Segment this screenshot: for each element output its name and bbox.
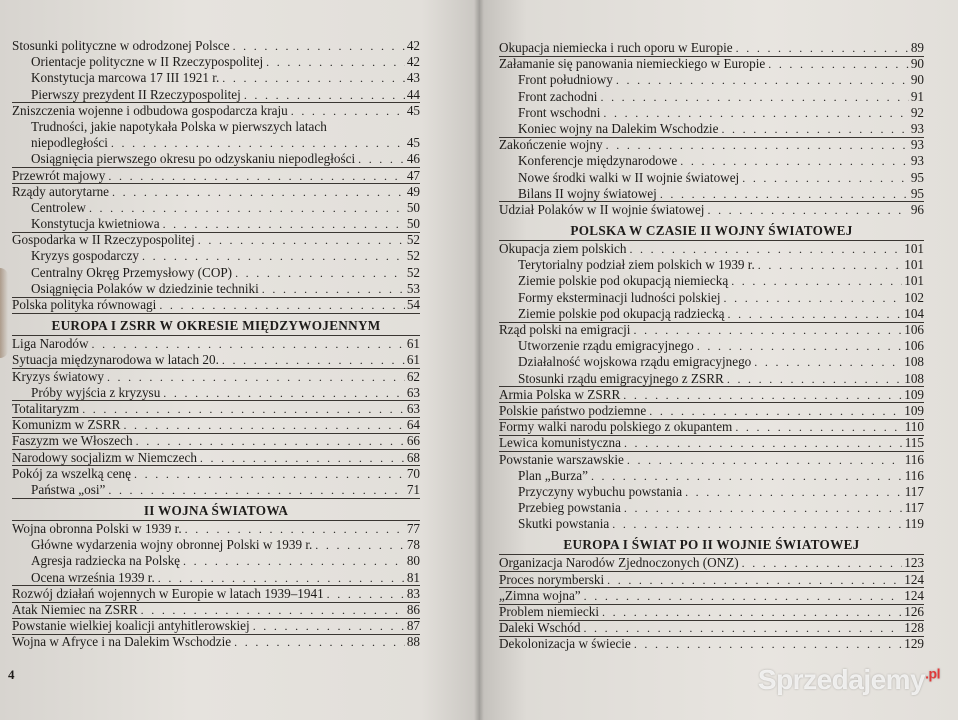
toc-entry-title: Stosunki polityczne w odrodzonej Polsce <box>12 38 230 53</box>
toc-leader-dots <box>134 466 405 482</box>
watermark-logo <box>758 664 940 696</box>
right-page <box>479 0 958 720</box>
toc-leader-dots <box>736 40 909 56</box>
toc-entry-page: 42 <box>406 54 420 70</box>
toc-entry-title: Ziemie polskie pod okupacją radziecką <box>518 305 725 321</box>
toc-entry-page: 106 <box>904 338 924 354</box>
toc-entry-page: 47 <box>406 167 420 183</box>
toc-entry-page: 101 <box>904 241 924 257</box>
toc-entry-page: 90 <box>910 72 924 88</box>
toc-leader-dots <box>768 56 909 72</box>
toc-leader-dots <box>141 602 405 618</box>
toc-entry <box>499 484 924 500</box>
section-heading: EUROPA I ZSRR W OKRESIE MIĘDZYWOJENNYM <box>12 313 420 336</box>
toc-entry <box>499 468 924 484</box>
toc-leader-dots <box>616 72 909 88</box>
toc-entry-title: Problem niemiecki <box>499 604 599 619</box>
toc-entry <box>12 521 420 537</box>
toc-leader-dots <box>89 200 405 216</box>
toc-entry <box>12 297 420 313</box>
toc-entry <box>12 135 420 151</box>
toc-leader-dots <box>159 297 404 313</box>
toc-entry-page: 109 <box>904 402 924 418</box>
toc-entry-page: 80 <box>406 553 420 569</box>
toc-leader-dots <box>634 636 902 652</box>
toc-entry-title: Przewrót majowy <box>12 167 106 183</box>
toc-entry-title: Komunizm w ZSRR <box>12 417 121 433</box>
toc-entry-title: Próby wyjścia z kryzysu <box>31 384 161 400</box>
toc-leader-dots <box>235 265 405 281</box>
toc-entry-title: Centralny Okręg Przemysłowy (COP) <box>31 264 233 280</box>
toc-entry-page: 124 <box>904 571 924 587</box>
toc-entry-title: Koniec wojny na Dalekim Wschodzie <box>518 120 719 136</box>
toc-entry <box>499 435 924 451</box>
toc-entry-title: Konferencje międzynarodowe <box>518 153 678 169</box>
toc-entry-page: 129 <box>904 636 924 652</box>
toc-leader-dots <box>624 500 903 516</box>
toc-entry-page: 63 <box>406 384 420 400</box>
toc-entry-page: 124 <box>904 587 924 603</box>
toc-entry-page: 95 <box>910 169 924 185</box>
toc-leader-dots <box>315 537 405 553</box>
toc-entry-title: Totalitaryzm <box>12 400 80 416</box>
toc-entry-title: Okupacja ziem polskich <box>499 241 627 257</box>
toc-entry-title: Konstytucja kwietniowa <box>31 216 160 232</box>
toc-entry-title: Państwa „osi” <box>31 481 106 497</box>
toc-entry-page: 117 <box>904 500 924 516</box>
toc-entry <box>12 385 420 401</box>
toc-entry <box>12 369 420 385</box>
toc-entry-title: Polska polityka równowagi <box>12 297 157 312</box>
toc-entry <box>499 137 924 153</box>
toc-entry <box>12 232 420 248</box>
toc-entry-title: Bilans II wojny światowej <box>518 185 657 201</box>
toc-entry-title: Nowe środki walki w II wojnie światowej <box>518 169 740 185</box>
toc-entry-page: 116 <box>904 451 924 467</box>
toc-entry-title: Załamanie się panowania niemieckiego w Europie <box>499 56 766 72</box>
toc-entry-page: 54 <box>406 297 420 312</box>
toc-entry-page: 93 <box>910 120 924 136</box>
toc-entry-title: Gospodarka w II Rzeczypospolitej <box>12 232 195 248</box>
toc-entry-title: Osiągnięcia Polaków w dziedzinie techniki <box>31 280 259 296</box>
toc-entry <box>499 555 924 571</box>
book-gutter <box>474 0 484 720</box>
toc-entry <box>499 72 924 88</box>
toc-entry-title: Atak Niemiec na ZSRR <box>12 602 138 617</box>
toc-entry-page: 43 <box>406 70 420 86</box>
toc-entry <box>499 170 924 186</box>
toc-entry <box>499 403 924 419</box>
toc-entry <box>12 119 420 135</box>
toc-entry-title: Liga Narodów <box>12 336 89 352</box>
toc-leader-dots <box>111 135 405 151</box>
toc-entry-page: 106 <box>904 322 924 337</box>
toc-entry-page: 83 <box>406 585 420 601</box>
toc-entry-title: Lewica komunistyczna <box>499 435 621 451</box>
toc-entry <box>499 419 924 435</box>
page-number-left: 4 <box>8 667 15 682</box>
toc-entry-title: Plan „Burza” <box>518 467 588 483</box>
toc-entry-page: 44 <box>406 86 420 102</box>
toc-entry-page: 95 <box>910 185 924 201</box>
toc-entry <box>12 352 420 368</box>
toc-leader-dots <box>222 352 405 368</box>
toc-entry-page: 108 <box>904 370 924 386</box>
toc-entry-page: 119 <box>904 516 924 532</box>
toc-entry <box>12 216 420 232</box>
toc-entry <box>499 56 924 72</box>
toc-entry-title: Ziemie polskie pod okupacją niemiecką <box>518 273 729 289</box>
toc-entry-title: Wojna obronna Polski w 1939 r. <box>12 521 182 537</box>
toc-leader-dots <box>742 170 909 186</box>
toc-entry-title: Stosunki rządu emigracyjnego z ZSRR <box>518 370 724 386</box>
toc-leader-dots <box>607 572 902 588</box>
toc-entry-title: Front zachodni <box>518 88 598 104</box>
toc-leader-dots <box>291 103 405 119</box>
toc-entry-page: 42 <box>406 38 420 53</box>
toc-entry-page: 52 <box>406 248 420 264</box>
toc-entry <box>12 553 420 569</box>
toc-entry-title: Przebieg powstania <box>518 500 621 516</box>
toc-entry-title: Front południowy <box>518 72 613 88</box>
toc-entry-title: Rozwój działań wojennych w Europie w latach 1939–1941 <box>12 585 324 601</box>
toc-entry-page: 90 <box>910 56 924 72</box>
toc-entry-title: Zakończenie wojny <box>499 137 603 153</box>
toc-entry-page: 86 <box>406 602 420 617</box>
watermark-brand: Sprzedajemy <box>757 664 926 695</box>
toc-entry-page: 115 <box>904 435 924 451</box>
toc-entry-page: 78 <box>406 537 420 553</box>
toc-entry <box>12 200 420 216</box>
toc-leader-dots <box>327 586 405 602</box>
toc-entry-title: niepodległości <box>31 135 108 151</box>
toc-leader-dots <box>697 338 902 354</box>
toc-entry <box>499 105 924 121</box>
toc-leader-dots <box>244 87 405 103</box>
toc-leader-dots <box>680 153 909 169</box>
toc-entry-title: Kryzys gospodarczy <box>31 248 140 264</box>
toc-entry <box>12 618 420 634</box>
toc-entry-page: 66 <box>406 433 420 449</box>
toc-entry-page: 50 <box>406 199 420 215</box>
toc-entry <box>499 500 924 516</box>
toc-leader-dots <box>603 105 908 121</box>
toc-entry-title: Okupacja niemiecka i ruch oporu w Europie <box>499 40 733 55</box>
toc-entry <box>12 38 420 54</box>
toc-leader-dots <box>602 604 902 620</box>
toc-entry-page: 63 <box>406 400 420 416</box>
toc-entry-page: 62 <box>406 368 420 384</box>
toc-entry <box>499 452 924 468</box>
toc-leader-dots <box>123 417 404 433</box>
toc-entry-title: Formy eksterminacji ludności polskiej <box>518 289 721 305</box>
toc-entry-title: Terytorialny podział ziem polskich w 1939 r. <box>518 257 755 273</box>
toc-entry-title: Narodowy socjalizm w Niemczech <box>12 449 197 465</box>
toc-entry <box>12 265 420 281</box>
toc-leader-dots <box>185 521 405 537</box>
toc-entry-page: 102 <box>904 289 924 305</box>
toc-entry-title: Trudności, jakie napotykała Polska w pierwszych latach <box>31 118 327 134</box>
toc-entry <box>12 450 420 466</box>
left-edge-shadow <box>0 268 8 358</box>
toc-leader-dots <box>649 403 902 419</box>
toc-entry <box>12 586 420 602</box>
toc-leader-dots <box>600 89 908 105</box>
toc-leader-dots <box>158 570 405 586</box>
toc-entry-page: 46 <box>406 151 420 167</box>
section-heading: POLSKA W CZASIE II WOJNY ŚWIATOWEJ <box>499 218 924 241</box>
toc-leader-dots <box>624 435 903 451</box>
toc-leader-dots <box>183 553 405 569</box>
toc-entry <box>499 202 924 218</box>
toc-entry <box>12 103 420 119</box>
toc-entry-page: 116 <box>904 467 924 483</box>
toc-entry <box>12 151 420 167</box>
toc-entry <box>12 281 420 297</box>
toc-leader-dots <box>612 516 902 532</box>
toc-entry-title: Zniszczenia wojenne i odbudowa gospodarcza kraju <box>12 102 288 118</box>
toc-entry <box>499 338 924 354</box>
toc-leader-dots <box>721 121 908 137</box>
toc-entry-title: Orientacje polityczne w II Rzeczypospolitej <box>31 54 264 70</box>
toc-entry-title: Powstanie warszawskie <box>499 451 624 467</box>
toc-leader-dots <box>707 202 908 218</box>
toc-leader-dots <box>754 354 902 370</box>
toc-entry-page: 91 <box>910 88 924 104</box>
toc-leader-dots <box>266 54 405 70</box>
toc-entry <box>12 634 420 650</box>
toc-entry-title: Formy walki narodu polskiego z okupantem <box>499 419 733 435</box>
toc-entry-page: 101 <box>904 257 924 273</box>
toc-entry-title: Kryzys światowy <box>12 368 104 384</box>
toc-entry-page: 101 <box>904 273 924 289</box>
toc-entry-title: Front wschodni <box>518 104 601 120</box>
toc-entry-title: Agresja radziecka na Polskę <box>31 553 181 569</box>
toc-entry-page: 93 <box>910 137 924 153</box>
toc-entry <box>499 186 924 202</box>
toc-entry-title: Centrolew <box>31 199 86 215</box>
toc-entry <box>499 516 924 532</box>
toc-leader-dots <box>660 186 909 202</box>
toc-entry-page: 126 <box>904 604 924 619</box>
toc-leader-dots <box>142 248 405 264</box>
toc-entry-page: 87 <box>406 618 420 634</box>
toc-entry <box>499 241 924 257</box>
toc-leader-dots <box>633 322 902 338</box>
toc-entry-title: Rządy autorytarne <box>12 183 110 199</box>
toc-entry <box>12 168 420 184</box>
toc-entry-title: Osiągnięcia pierwszego okresu po odzyskaniu niepodległości <box>31 151 356 167</box>
toc-entry-title: Pokój za wszelką cenę <box>12 465 132 481</box>
toc-entry-title: Przyczyny wybuchu powstania <box>518 483 683 499</box>
toc-entry-title: „Zimna wojna” <box>499 587 581 603</box>
table-of-contents-left <box>12 38 420 651</box>
toc-leader-dots <box>758 257 902 273</box>
toc-entry <box>12 248 420 264</box>
toc-entry <box>499 322 924 338</box>
toc-entry <box>499 588 924 604</box>
toc-entry-page: 89 <box>910 40 924 55</box>
toc-entry-page: 123 <box>904 555 924 571</box>
toc-entry <box>499 604 924 620</box>
toc-leader-dots <box>253 618 405 634</box>
toc-entry-page: 117 <box>904 483 924 499</box>
toc-leader-dots <box>163 216 405 232</box>
toc-entry <box>12 184 420 200</box>
toc-entry-title: Dekolonizacja w świecie <box>499 636 631 652</box>
toc-entry-page: 81 <box>406 569 420 585</box>
toc-entry-page: 128 <box>904 620 924 636</box>
toc-entry-page: 61 <box>406 336 420 352</box>
toc-entry-title: Działalność wojskowa rządu emigracyjnego <box>518 354 752 370</box>
toc-entry <box>499 273 924 289</box>
toc-entry-page: 96 <box>910 201 924 217</box>
toc-entry-title: Faszyzm we Włoszech <box>12 433 133 449</box>
toc-entry-title: Utworzenie rządu emigracyjnego <box>518 338 694 354</box>
toc-entry-title: Sytuacja międzynarodowa w latach 20. <box>12 352 219 368</box>
toc-entry <box>499 306 924 322</box>
toc-leader-dots <box>262 281 405 297</box>
toc-leader-dots <box>685 484 903 500</box>
section-heading: EUROPA I ŚWIAT PO II WOJNIE ŚWIATOWEJ <box>499 532 924 555</box>
toc-entry <box>12 54 420 70</box>
toc-entry <box>499 153 924 169</box>
toc-leader-dots <box>136 433 405 449</box>
toc-entry-page: 50 <box>406 216 420 232</box>
toc-entry <box>12 570 420 586</box>
toc-entry-page: 104 <box>904 305 924 321</box>
toc-leader-dots <box>233 38 405 54</box>
toc-entry-page: 70 <box>406 465 420 481</box>
toc-entry-page: 49 <box>406 183 420 199</box>
toc-leader-dots <box>108 168 404 184</box>
toc-entry-title: Konstytucja marcowa 17 III 1921 r. <box>31 70 220 86</box>
toc-entry-title: Główne wydarzenia wojny obronnej Polski w 1939 r. <box>31 537 313 553</box>
toc-entry-title: Daleki Wschód <box>499 620 581 636</box>
toc-entry-page: 109 <box>904 386 924 402</box>
toc-entry-page: 88 <box>406 634 420 650</box>
toc-entry-page: 61 <box>406 352 420 368</box>
toc-leader-dots <box>200 450 405 466</box>
toc-leader-dots <box>623 387 902 403</box>
toc-entry-title: Powstanie wielkiej koalicji antyhitlerowskiej <box>12 618 250 634</box>
toc-entry <box>499 40 924 56</box>
toc-entry <box>12 466 420 482</box>
toc-entry <box>12 537 420 553</box>
toc-entry <box>499 354 924 370</box>
toc-entry-title: Proces norymberski <box>499 571 605 587</box>
toc-entry <box>12 70 420 86</box>
toc-entry-page: 64 <box>406 417 420 433</box>
toc-entry <box>499 121 924 137</box>
toc-entry-title: Wojna w Afryce i na Dalekim Wschodzie <box>12 634 232 650</box>
toc-entry <box>12 401 420 417</box>
toc-leader-dots <box>731 273 902 289</box>
toc-entry-title: Polskie państwo podziemne <box>499 402 647 418</box>
toc-entry <box>499 371 924 387</box>
toc-entry-page: 92 <box>910 104 924 120</box>
toc-entry-page: 52 <box>406 232 420 248</box>
toc-leader-dots <box>163 385 405 401</box>
toc-leader-dots <box>112 184 405 200</box>
toc-leader-dots <box>222 70 405 86</box>
toc-leader-dots <box>92 336 405 352</box>
toc-leader-dots <box>584 588 903 604</box>
toc-entry-title: Skutki powstania <box>518 516 610 532</box>
toc-entry-page: 93 <box>910 153 924 169</box>
toc-entry <box>499 620 924 636</box>
toc-leader-dots <box>82 401 405 417</box>
toc-entry <box>12 87 420 103</box>
toc-entry-page: 52 <box>406 264 420 280</box>
toc-entry-title: Pierwszy prezydent II Rzeczypospolitej <box>31 86 241 102</box>
toc-entry <box>12 417 420 433</box>
toc-leader-dots <box>583 620 902 636</box>
toc-entry <box>12 602 420 618</box>
toc-entry <box>499 387 924 403</box>
toc-leader-dots <box>627 452 903 468</box>
toc-leader-dots <box>198 232 405 248</box>
toc-entry <box>499 257 924 273</box>
table-of-contents-right <box>499 40 924 653</box>
toc-entry-page: 77 <box>406 521 420 537</box>
toc-leader-dots <box>727 371 902 387</box>
watermark-suffix: .pl <box>925 665 940 682</box>
section-heading: II WOJNA ŚWIATOWA <box>12 498 420 521</box>
toc-entry <box>12 336 420 352</box>
toc-leader-dots <box>728 306 903 322</box>
toc-leader-dots <box>591 468 903 484</box>
toc-entry-page: 108 <box>904 354 924 370</box>
toc-entry-page: 53 <box>406 280 420 296</box>
toc-entry-title: Rząd polski na emigracji <box>499 322 631 337</box>
toc-entry-page: 110 <box>904 419 924 435</box>
toc-leader-dots <box>107 369 405 385</box>
toc-entry-title: Udział Polaków w II wojnie światowej <box>499 201 705 217</box>
toc-entry-page: 68 <box>406 449 420 465</box>
toc-leader-dots <box>108 482 404 498</box>
toc-leader-dots <box>629 241 902 257</box>
toc-entry-title: Armia Polska w ZSRR <box>499 386 621 402</box>
toc-entry-page: 71 <box>406 481 420 497</box>
toc-entry <box>12 433 420 449</box>
toc-entry-page: 45 <box>406 135 420 151</box>
toc-entry <box>499 572 924 588</box>
toc-leader-dots <box>234 634 405 650</box>
toc-entry <box>499 89 924 105</box>
toc-entry-page: 45 <box>406 102 420 118</box>
toc-entry-title: Organizacja Narodów Zjednoczonych (ONZ) <box>499 555 739 571</box>
toc-leader-dots <box>606 137 909 153</box>
toc-entry <box>499 290 924 306</box>
toc-entry <box>499 636 924 652</box>
toc-entry-title: Ocena września 1939 r. <box>31 569 155 585</box>
toc-leader-dots <box>742 555 903 571</box>
toc-leader-dots <box>358 151 405 167</box>
toc-leader-dots <box>735 419 902 435</box>
toc-entry <box>12 482 420 498</box>
toc-leader-dots <box>724 290 903 306</box>
